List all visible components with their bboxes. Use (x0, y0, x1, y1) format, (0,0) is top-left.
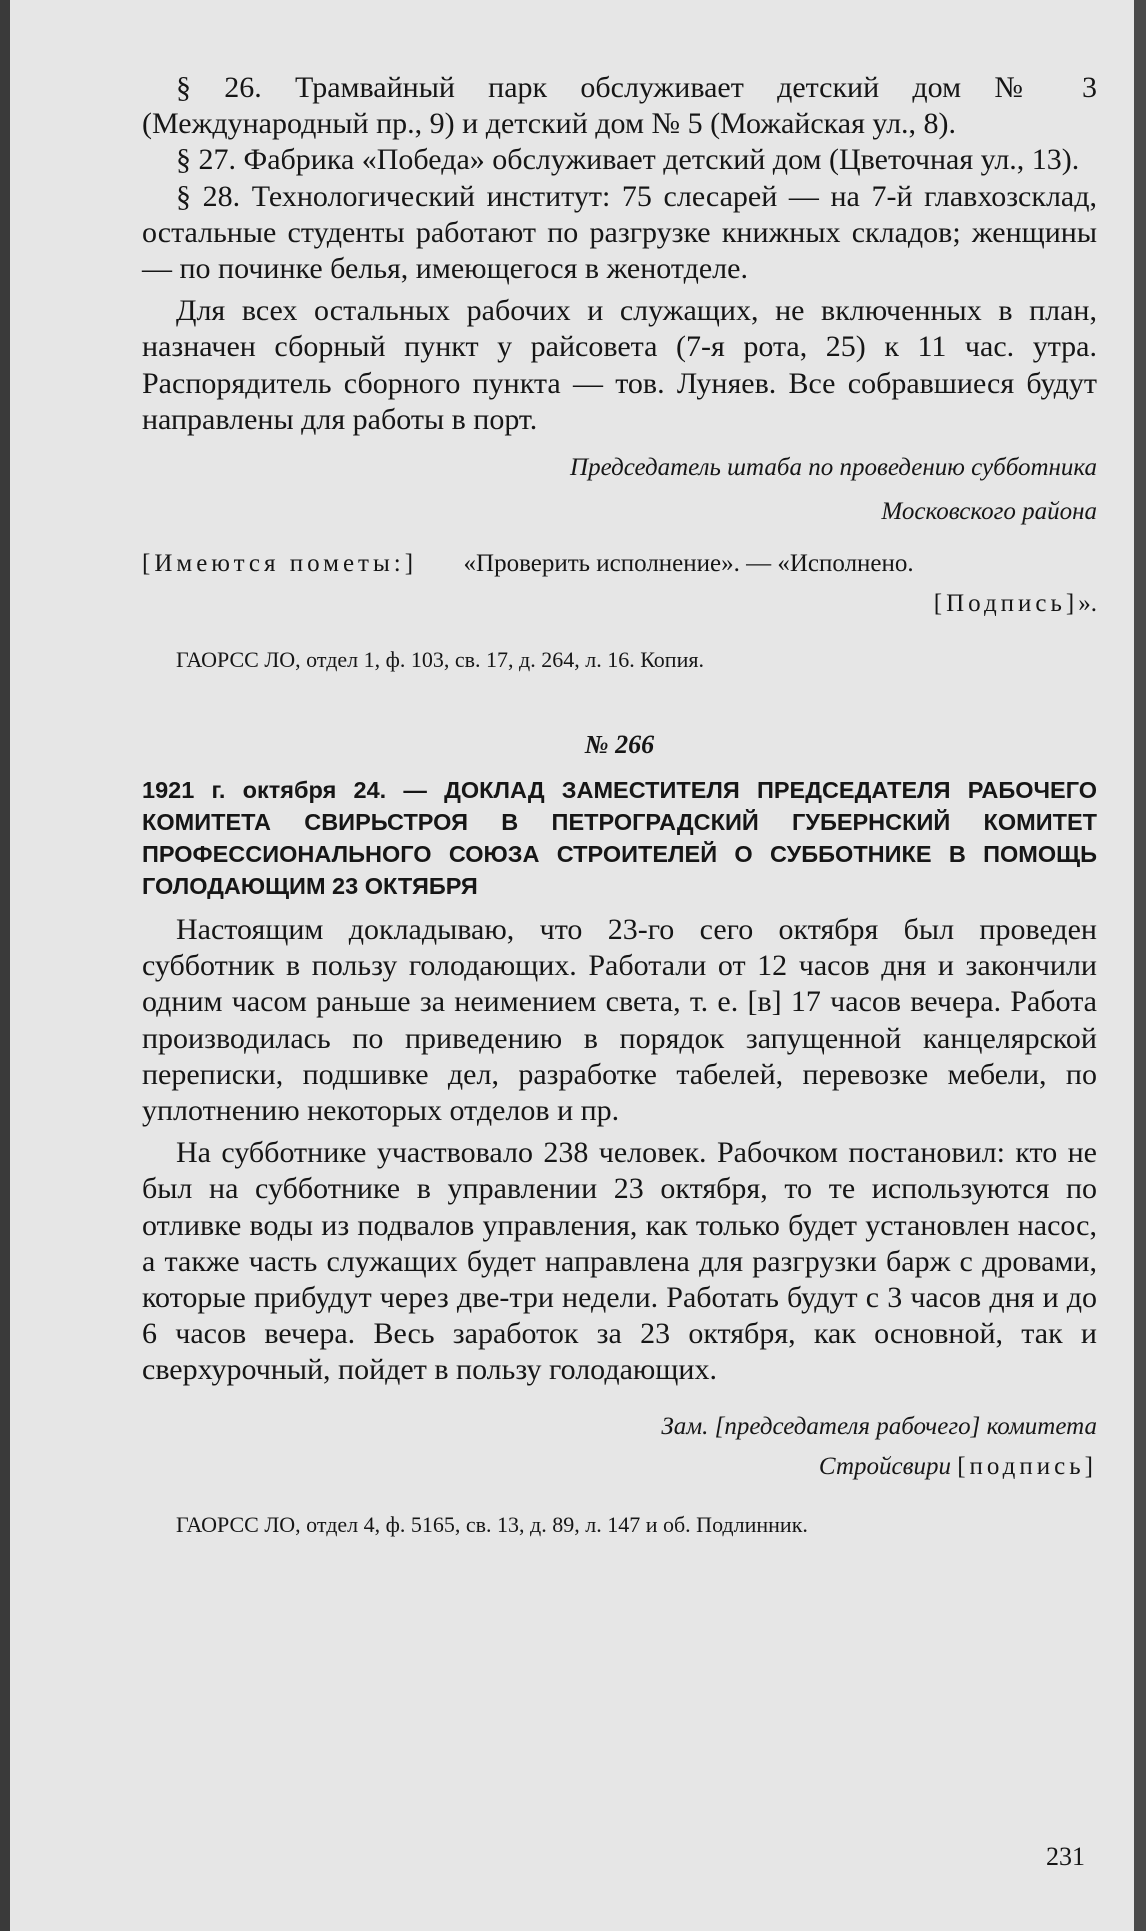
marks-label: [Имеются пометы:] (142, 550, 418, 578)
marks-signature-end: ». (1078, 590, 1097, 618)
paragraph-assembly-point: Для всех остальных рабочих и служащих, не включенных в план, назначен сборный пункт у райсовета (7-я рота, 25) к 11 час. утра. Распорядитель сборного пункта — тов. Луняев. Все собравшиеся будут направлены для работы в порт. (142, 294, 1097, 436)
paragraph-27: § 27. Фабрика «Победа» обслуживает детский дом (Цветочная ул., 13). (176, 143, 1080, 177)
paragraph-28: § 28. Технологический институт: 75 слесарей — на 7-й главхозсклад, остальные студенты работают по разгрузке книжных складов; женщины — по починке белья, имеющегося в женотделе. (142, 179, 1097, 286)
report-paragraph-1: Настоящим докладываю, что 23-го сего октября был проведен субботник в пользу голодающих. Работали от 12 часов дня и закончили одним часом раньше за неимением света, т. е. [в] 17 часов вечера. Работа производилась по приведению в порядок запущенной канцелярской переписки, подшивке дел, разработке табелей, перевозке мебели, по уплотнению некоторых отделов и пр. (142, 913, 1097, 1128)
document-number: № 266 (584, 730, 655, 760)
scan-edge-left (0, 0, 10, 1931)
scan-edge-right (1134, 0, 1146, 1931)
archive-source-1: ГАОРСС ЛО, отдел 1, ф. 103, св. 17, д. 264, л. 16. Копия. (176, 647, 704, 673)
signature1-line1: Председатель штаба по проведению субботника (570, 454, 1097, 482)
signature1-line2: Московского района (881, 498, 1097, 526)
archive-source-2: ГАОРСС ЛО, отдел 4, ф. 5165, св. 13, д. 89, л. 147 и об. Подлинник. (176, 1511, 808, 1537)
page-number: 231 (1046, 1842, 1085, 1871)
signature-block-1 (142, 446, 1097, 534)
marks-text: «Проверить исполнение». — «Исполнено. (463, 550, 914, 578)
signature2-line1: Зам. [председателя рабочего] комитета (661, 1412, 1097, 1440)
signature2-label: [подпись] (957, 1452, 1097, 1480)
signature-block-2 (142, 1407, 1097, 1487)
signature2-line2: Стройсвири (818, 1452, 951, 1480)
marks-note (142, 544, 1097, 624)
report-paragraph-2: На субботнике участвовало 238 человек. Рабочком постановил: кто не был на субботнике в управлении 23 октября, то те используются по отливке воды из подвалов управления, как только будет установлен насос, а также часть служащих будет направлена для разгрузки барж с дровами, которые прибудут через две-три недели. Работать будут с 3 часов дня и до 6 часов вечера. Весь заработок за 23 октября, как основной, так и сверхурочный, пойдет в пользу голодающих. (142, 1136, 1097, 1387)
marks-signature: [Подпись] (933, 590, 1079, 618)
document-date: 1921 г. октября 24. — (142, 777, 427, 804)
paragraph-26: § 26. Трамвайный парк обслуживает детский дом № 3 (Международный пр., 9) и детский дом № 5 (Можайская ул., 8). (142, 71, 1097, 141)
document-title (142, 774, 1097, 902)
page-content (142, 70, 1097, 1539)
document-heading: ДОКЛАД ЗАМЕСТИТЕЛЯ ПРЕДСЕДАТЕЛЯ РАБОЧЕГО КОМИТЕТА СВИРЬСТРОЯ В ПЕТРОГРАДСКИЙ ГУБЕРНСКИЙ КОМИТЕТ ПРОФЕССИОНАЛЬНОГО СОЮЗА СТРОИТЕЛЕЙ О СУББОТНИКЕ В ПОМОЩЬ ГОЛОДАЮЩИМ 23 ОКТЯБРЯ (142, 777, 1098, 900)
